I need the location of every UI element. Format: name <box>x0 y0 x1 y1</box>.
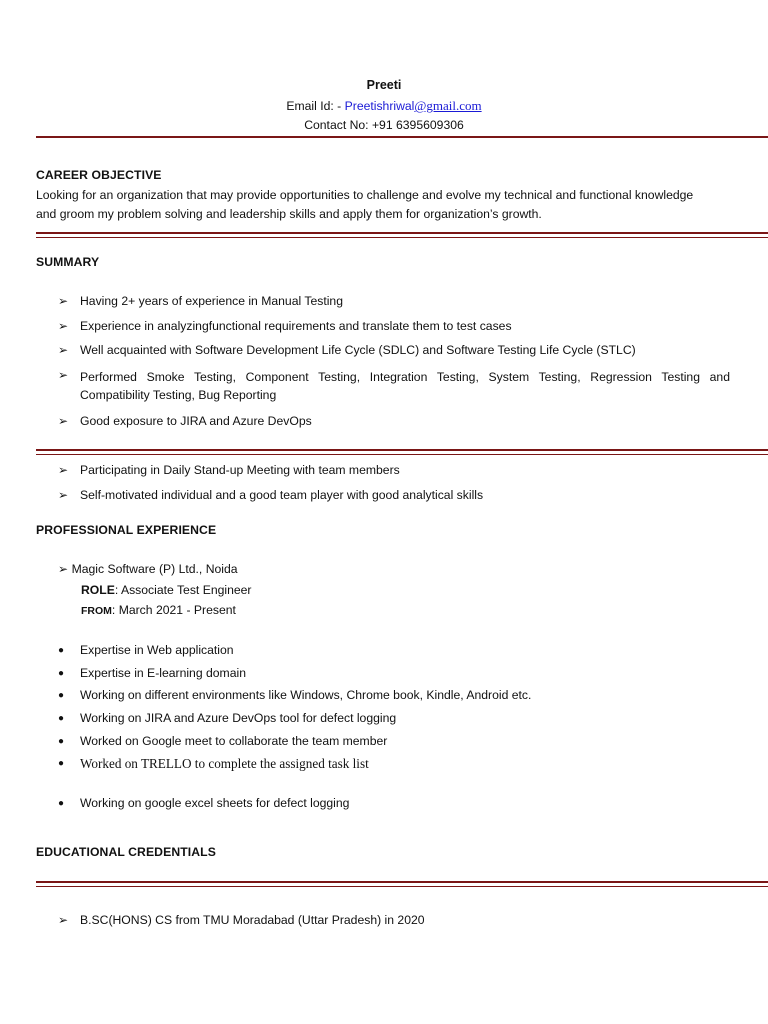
dot-bullet-icon: ● <box>58 798 65 809</box>
role-line <box>81 583 252 597</box>
dot-bullet-icon: ● <box>58 668 65 679</box>
summary-item: Participating in Daily Stand-up Meeting with team members <box>80 463 400 477</box>
dot-bullet-icon: ● <box>58 690 65 701</box>
professional-experience-heading: PROFESSIONAL EXPERIENCE <box>36 523 217 537</box>
list-item <box>58 319 730 333</box>
list-item <box>58 343 730 357</box>
email-link[interactable] <box>345 99 482 113</box>
arrow-bullet-icon: ➢ <box>58 414 69 428</box>
summary-item: Self-motivated individual and a good team player with good analytical skills <box>80 488 484 502</box>
from-value: : March 2021 - Present <box>111 603 236 617</box>
arrow-bullet-icon: ➢ <box>58 294 69 308</box>
email-label: Email Id: - <box>286 99 342 113</box>
arrow-bullet-icon: ➢ <box>58 368 69 382</box>
summary-item: Good exposure to JIRA and Azure DevOps <box>80 414 312 428</box>
experience-item: Expertise in Web application <box>80 643 234 657</box>
role-value: : Associate Test Engineer <box>114 583 252 597</box>
list-item <box>58 463 730 477</box>
arrow-bullet-icon: ➢ <box>58 463 69 477</box>
list-item <box>58 666 246 682</box>
list-item <box>58 688 531 704</box>
header-divider <box>36 136 768 138</box>
candidate-name: Preeti <box>366 78 402 92</box>
career-objective-line-2: and groom my problem solving and leadership skills and apply them for organization’s growth. <box>36 207 542 221</box>
list-item <box>58 294 730 308</box>
dot-bullet-icon: ● <box>58 713 65 724</box>
list-item <box>58 488 730 502</box>
arrow-bullet-icon: ➢ <box>58 488 69 502</box>
experience-item: Working on google excel sheets for defect logging <box>80 796 350 810</box>
experience-item: Expertise in E-learning domain <box>80 666 246 680</box>
list-item <box>58 643 234 659</box>
career-objective-heading: CAREER OBJECTIVE <box>36 168 162 182</box>
arrow-bullet-icon: ➢ <box>58 319 69 333</box>
role-label: ROLE <box>81 583 115 597</box>
email-line <box>0 98 768 114</box>
career-objective-line-1: Looking for an organization that may provide opportunities to challenge and evolve my technical and functional knowledge <box>36 188 694 202</box>
summary-item: Well acquainted with Software Development Life Cycle (SDLC) and Software Testing Life Cycle (STLC) <box>80 343 636 357</box>
list-item <box>58 796 349 812</box>
summary-heading: SUMMARY <box>36 255 100 269</box>
section-divider <box>36 232 768 238</box>
list-item <box>58 756 369 772</box>
list-item <box>58 711 396 727</box>
contact-number: Contact No: +91 6395609306 <box>304 118 464 132</box>
email-domain: @gmail.com <box>414 98 482 113</box>
dot-bullet-icon: ● <box>58 645 65 656</box>
section-divider <box>36 881 768 887</box>
experience-item: Worked on TRELLO to complete the assigned task list <box>80 756 369 771</box>
list-item <box>58 414 730 428</box>
arrow-bullet-icon: ➢ <box>58 343 69 357</box>
company-name: ➢ Magic Software (P) Ltd., Noida <box>58 562 238 576</box>
summary-item: Having 2+ years of experience in Manual Testing <box>80 294 343 308</box>
list-item <box>58 913 730 927</box>
summary-item: Experience in analyzingfunctional requirements and translate them to test cases <box>80 319 512 333</box>
email-user: Preetishriwal <box>344 99 415 113</box>
from-line <box>81 603 236 617</box>
arrow-bullet-icon: ➢ <box>58 913 69 927</box>
education-heading: EDUCATIONAL CREDENTIALS <box>36 845 216 859</box>
summary-item: Performed Smoke Testing, Component Testing, Integration Testing, System Testing, Regression Testing and Compatibility Testing, Bug Reporting <box>80 370 730 402</box>
from-label: FROM <box>81 605 112 617</box>
education-item: B.SC(HONS) CS from TMU Moradabad (Uttar Pradesh) in 2020 <box>80 913 425 927</box>
list-item <box>58 368 730 404</box>
list-item <box>58 734 387 750</box>
experience-item: Worked on Google meet to collaborate the team member <box>80 734 388 748</box>
experience-item: Working on JIRA and Azure DevOps tool for defect logging <box>80 711 397 725</box>
dot-bullet-icon: ● <box>58 758 65 769</box>
experience-item: Working on different environments like Windows, Chrome book, Kindle, Android etc. <box>80 688 532 702</box>
section-divider <box>36 449 768 455</box>
dot-bullet-icon: ● <box>58 736 65 747</box>
